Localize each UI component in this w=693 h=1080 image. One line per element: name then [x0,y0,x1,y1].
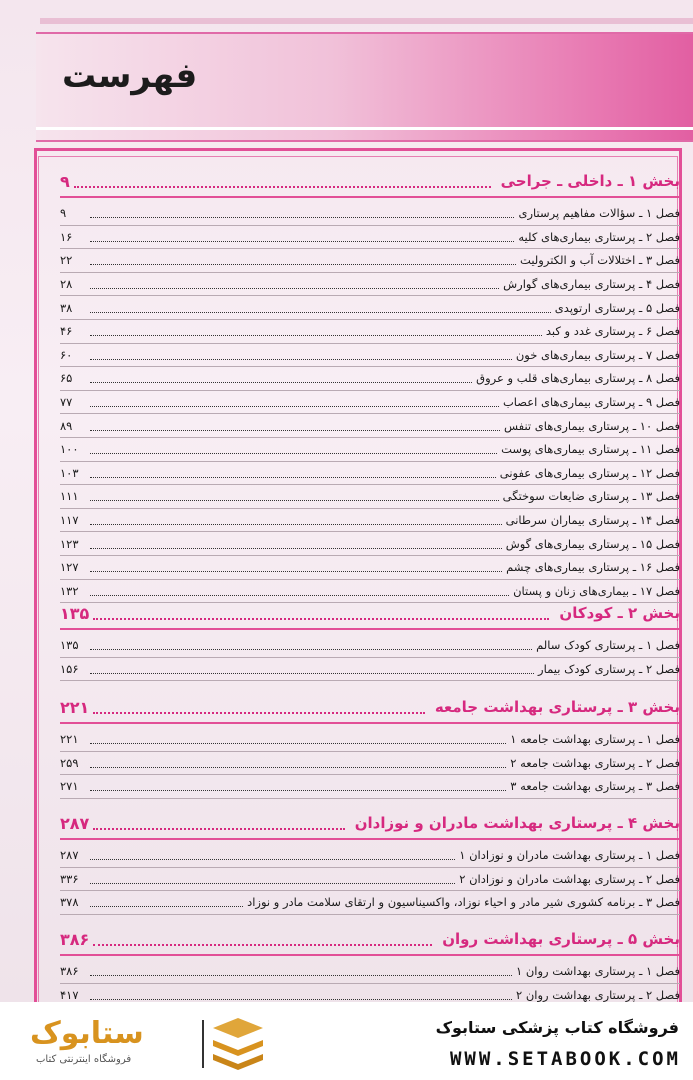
top-strip [40,18,693,24]
leader-dots [90,539,502,549]
chapter-label: فصل ۱ ـ سؤالات مفاهیم پرستاری [518,206,680,221]
chapter-page-number: ۸۹ [60,418,73,433]
leader-dots [90,758,506,768]
toc-chapter-row[interactable] [60,320,680,344]
toc-chapter-row[interactable] [60,984,680,1002]
chapter-label: فصل ۲ ـ پرستاری بیماری‌های کلیه [518,229,680,244]
section-divider [60,628,680,630]
page-title: فهرست [62,56,198,96]
logo-divider [202,1020,204,1068]
chapter-label: فصل ۱ ـ پرستاری کودک سالم [536,638,680,653]
chapter-page-number: ۹ [60,206,67,221]
chapter-label: فصل ۵ ـ پرستاری ارتوپدی [554,300,680,315]
toc-chapter-row[interactable] [60,658,680,682]
section-heading[interactable] [60,926,680,952]
leader-dots [90,208,514,218]
leader-dots [93,606,549,620]
toc-chapter-row[interactable] [60,556,680,580]
chapter-page-number: ۴۶ [60,324,73,339]
leader-dots [90,874,455,884]
chapter-label: فصل ۴ ـ پرستاری بیماری‌های گوارش [503,277,680,292]
toc-chapter-row[interactable] [60,462,680,486]
logo-wordmark: ستابوک [30,1016,144,1051]
leader-dots [90,232,514,242]
section-page-number: ۹ [60,171,70,191]
leader-dots [90,444,497,454]
section-page-number: ۲۸۷ [60,813,90,833]
chapter-label: فصل ۱۲ ـ پرستاری بیماری‌های عفونی [499,465,680,480]
leader-dots [93,700,425,714]
toc-section [60,600,680,681]
toc-chapter-row[interactable] [60,226,680,250]
section-divider [60,196,680,198]
chapter-page-number: ۴۱۷ [60,987,79,1002]
leader-dots [93,932,432,946]
toc-chapter-row[interactable] [60,438,680,462]
toc-chapter-row[interactable] [60,868,680,892]
toc-section [60,926,680,1002]
leader-dots [90,515,502,525]
toc-chapter-row[interactable] [60,249,680,273]
leader-dots [90,781,506,791]
toc-chapter-row[interactable] [60,752,680,776]
leader-dots [93,816,344,830]
book-stack-icon [208,1016,268,1072]
leader-dots [90,468,496,478]
section-divider [60,954,680,956]
section-page-number: ۱۳۵ [60,603,90,623]
toc-chapter-row[interactable] [60,414,680,438]
toc-chapter-row[interactable] [60,509,680,533]
chapter-label: فصل ۱۴ ـ پرستاری بیماران سرطانی [505,513,680,528]
leader-dots [90,586,509,596]
toc-chapter-row[interactable] [60,532,680,556]
leader-dots [90,326,542,336]
chapter-page-number: ۱۱۱ [60,489,79,504]
chapter-page-number: ۶۰ [60,347,73,362]
section-divider [60,722,680,724]
leader-dots [90,373,472,383]
toc-chapter-row[interactable] [60,273,680,297]
footer-banner [0,1002,693,1080]
chapter-label: فصل ۱۶ ـ پرستاری بیماری‌های چشم [506,560,680,575]
toc-chapter-row[interactable] [60,485,680,509]
section-divider [60,838,680,840]
toc-chapter-row[interactable] [60,391,680,415]
leader-dots [90,664,534,674]
toc-chapter-row[interactable] [60,844,680,868]
toc-chapter-row[interactable] [60,296,680,320]
leader-dots [74,174,491,188]
toc-section [60,810,680,915]
chapter-label: فصل ۲ ـ پرستاری بهداشت جامعه ۲ [510,755,680,770]
leader-dots [90,421,500,431]
chapter-label: فصل ۷ ـ پرستاری بیماری‌های خون [515,347,680,362]
chapter-page-number: ۲۲ [60,253,73,268]
chapter-page-number: ۲۸ [60,277,73,292]
chapter-page-number: ۳۳۶ [60,871,79,886]
section-heading[interactable] [60,694,680,720]
toc-chapter-row[interactable] [60,202,680,226]
section-title: بخش ۱ ـ داخلی ـ جراحی [500,172,680,190]
chapter-label: فصل ۲ ـ پرستاری بهداشت روان ۲ [516,987,680,1002]
chapter-label: فصل ۱۳ ـ پرستاری ضایعات سوختگی [502,489,680,504]
chapter-label: فصل ۱ ـ پرستاری بهداشت جامعه ۱ [510,732,680,747]
chapter-page-number: ۲۷۱ [60,779,79,794]
section-heading[interactable] [60,600,680,626]
chapter-label: فصل ۹ ـ پرستاری بیماری‌های اعصاب [502,395,680,410]
leader-dots [90,279,499,289]
logo-tagline: فروشگاه اینترنتی کتاب [36,1054,132,1065]
section-page-number: ۳۸۶ [60,929,90,949]
chapter-page-number: ۱۳۲ [60,583,79,598]
chapter-page-number: ۱۳۵ [60,638,79,653]
chapter-page-number: ۲۵۹ [60,755,79,770]
section-heading[interactable] [60,168,680,194]
store-url[interactable]: WWW.SETABOOK.COM [449,1048,681,1070]
leader-dots [90,562,502,572]
chapter-page-number: ۱۲۷ [60,560,79,575]
section-title: بخش ۴ ـ پرستاری بهداشت مادران و نوزادان [354,814,680,832]
chapter-page-number: ۱۰۰ [60,442,79,457]
chapter-label: فصل ۳ ـ اختلالات آب و الکترولیت [520,253,680,268]
toc-chapter-row[interactable] [60,775,680,799]
chapter-label: فصل ۱۵ ـ پرستاری بیماری‌های گوش [505,536,680,551]
chapter-label: فصل ۶ ـ پرستاری غدد و کبد [545,324,680,339]
leader-dots [90,350,512,360]
section-title: بخش ۲ ـ کودکان [559,604,680,622]
leader-dots [90,640,532,650]
chapter-page-number: ۲۸۷ [60,848,79,863]
leader-dots [90,734,506,744]
toc-chapter-row[interactable] [60,728,680,752]
toc-chapter-row[interactable] [60,891,680,915]
store-logo [30,1016,280,1072]
chapter-label: فصل ۱۷ ـ بیماری‌های زنان و پستان [513,583,680,598]
leader-dots [90,255,516,265]
chapter-page-number: ۳۸۶ [60,964,79,979]
leader-dots [90,897,243,907]
chapter-page-number: ۲۲۱ [60,732,79,747]
chapter-page-number: ۱۵۶ [60,661,79,676]
chapter-page-number: ۱۲۳ [60,536,79,551]
chapter-label: فصل ۸ ـ پرستاری بیماری‌های قلب و عروق [476,371,680,386]
chapter-label: فصل ۲ ـ پرستاری بهداشت مادران و نوزادان ۲ [459,871,680,886]
leader-dots [90,397,499,407]
section-title: بخش ۳ ـ پرستاری بهداشت جامعه [434,698,680,716]
chapter-page-number: ۱۶ [60,229,73,244]
chapter-label: فصل ۱ ـ پرستاری بهداشت مادران و نوزادان ۱ [459,848,680,863]
section-title: بخش ۵ ـ پرستاری بهداشت روان [442,930,680,948]
leader-dots [90,303,551,313]
leader-dots [90,850,455,860]
chapter-label: فصل ۲ ـ پرستاری کودک بیمار [538,661,680,676]
toc-section [60,694,680,799]
chapter-page-number: ۳۷۸ [60,895,79,910]
leader-dots [90,966,512,976]
chapter-label: فصل ۳ ـ برنامه کشوری شیر مادر و احیاء نوزاد، واکسیناسیون و ارتقای سلامت مادر و نوزاد [247,895,680,910]
chapter-label: فصل ۱۱ ـ پرستاری بیماری‌های پوست [501,442,680,457]
chapter-page-number: ۶۵ [60,371,73,386]
chapter-page-number: ۱۰۳ [60,465,79,480]
chapter-page-number: ۷۷ [60,395,73,410]
toc-chapter-row[interactable] [60,344,680,368]
chapter-page-number: ۳۸ [60,300,73,315]
leader-dots [90,990,512,1000]
toc-chapter-row[interactable] [60,960,680,984]
toc-chapter-row[interactable] [60,367,680,391]
chapter-label: فصل ۳ ـ پرستاری بهداشت جامعه ۳ [510,779,680,794]
chapter-label: فصل ۱۰ ـ پرستاری بیماری‌های تنفس [503,418,680,433]
toc-chapter-row[interactable] [60,634,680,658]
section-page-number: ۲۲۱ [60,697,90,717]
toc-section [60,168,680,603]
chapter-page-number: ۱۱۷ [60,513,79,528]
store-name: فروشگاه کتاب پزشکی ستابوک [435,1018,679,1037]
chapter-label: فصل ۱ ـ پرستاری بهداشت روان ۱ [516,964,680,979]
section-heading[interactable] [60,810,680,836]
header-underline [36,127,693,130]
leader-dots [90,491,499,501]
